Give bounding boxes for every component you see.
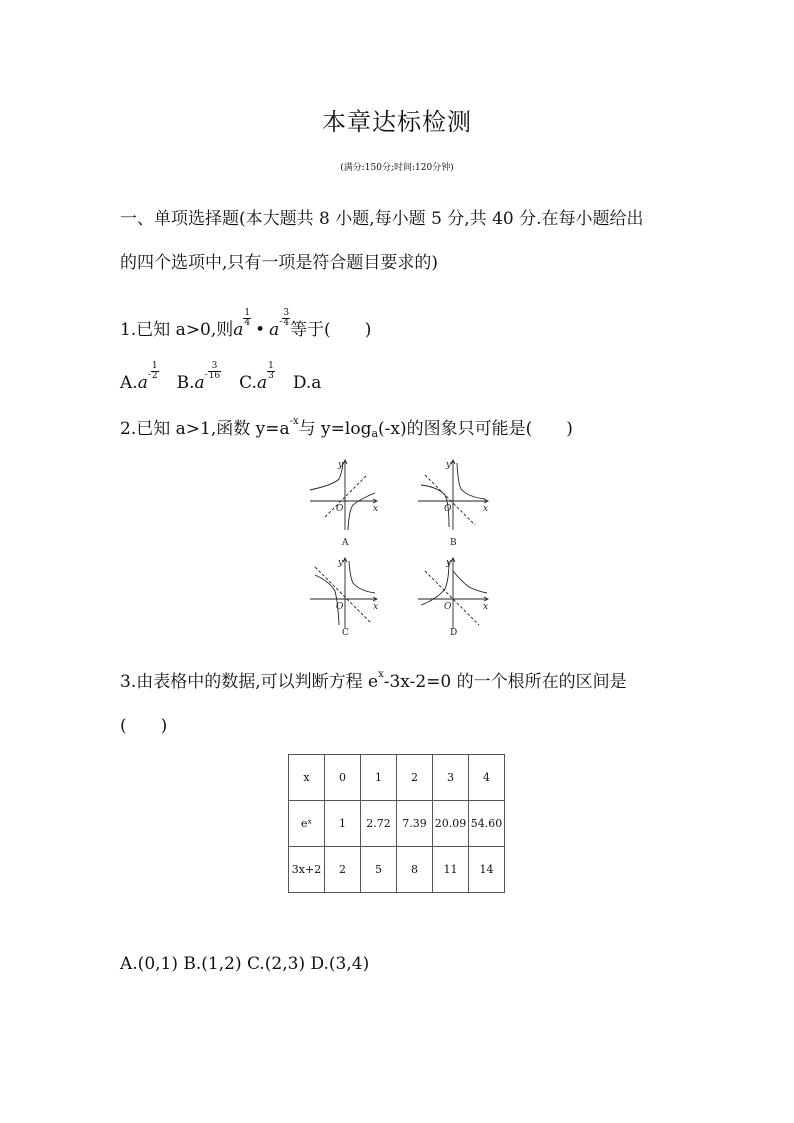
svg-text:x: x [483, 602, 489, 612]
q3-options: A.(0,1) B.(1,2) C.(2,3) D.(3,4) [120, 954, 370, 974]
exam-info: (满分:150分;时间:120分钟) [340, 163, 454, 173]
svg-text:A: A [342, 538, 349, 548]
svg-text:y: y [446, 460, 452, 470]
q2-graph-options [305, 455, 495, 645]
data-table [288, 754, 505, 893]
section-title: 一、单项选择题 [120, 209, 239, 229]
svg-text:B: B [450, 538, 457, 548]
question-3-answer-bracket: ( ) [120, 716, 168, 736]
section-description: (本大题共 8 小题,每小题 5 分,共 40 分.在每小题给出 [239, 209, 644, 229]
svg-text:O: O [444, 504, 452, 514]
section-description-cont: 的四个选项中,只有一项是符合题目要求的) [120, 253, 439, 273]
q1-prefix: 1.已知 a>0,则 [120, 320, 234, 340]
svg-text:O: O [444, 602, 452, 612]
svg-text:y: y [338, 460, 344, 470]
question-1 [120, 309, 371, 340]
svg-text:y: y [338, 558, 344, 568]
q1-base-1: a [233, 320, 244, 340]
table-row: 3x+2 2 5 8 11 14 [289, 847, 505, 893]
q1-suffix: 等于( ) [290, 320, 372, 340]
q1-option-b: B.a- $\frac{3}{16}$ [176, 361, 221, 393]
q1-dot: • [255, 320, 266, 340]
graph-b [418, 460, 488, 548]
section-heading [120, 204, 644, 229]
svg-text:O: O [336, 602, 344, 612]
page-title: 本章达标检测 [322, 108, 472, 136]
svg-text:x: x [483, 504, 489, 514]
table-row: eˣ 1 2.72 7.39 20.09 54.60 [289, 801, 505, 847]
table-row: x 0 1 2 3 4 [289, 755, 505, 801]
q1-option-c: C.a $\frac{1}{3}$ [239, 361, 274, 393]
question-3: 3.由表格中的数据,可以判断方程 $e^x-3x-2=0$ 的一个根所在的区间是 [120, 669, 627, 692]
question-2: 2.已知 a>1,函数 $y=a^{-x}$与 $y=\log_a(-x)$的图象只可能是( ) [120, 416, 573, 440]
q1-exp-1: $\frac{1}{4}$ [244, 308, 251, 328]
svg-text:D: D [450, 628, 458, 638]
q1-exp-2-sign: - [279, 317, 283, 327]
graph-c [310, 558, 378, 638]
graph-d [418, 558, 488, 638]
q1-base-2: a [269, 320, 280, 340]
q1-option-d: D.a [292, 373, 322, 393]
q1-options [120, 362, 321, 393]
q1-option-a: A.a- $\frac{1}{2}$ [120, 361, 158, 393]
q1-exp-2: $\frac{3}{4}$ [283, 308, 290, 328]
svg-text:O: O [336, 504, 344, 514]
svg-text:x: x [373, 602, 379, 612]
svg-text:C: C [342, 628, 349, 638]
svg-text:y: y [446, 558, 452, 568]
graph-a [310, 460, 378, 548]
svg-text:x: x [373, 504, 379, 514]
